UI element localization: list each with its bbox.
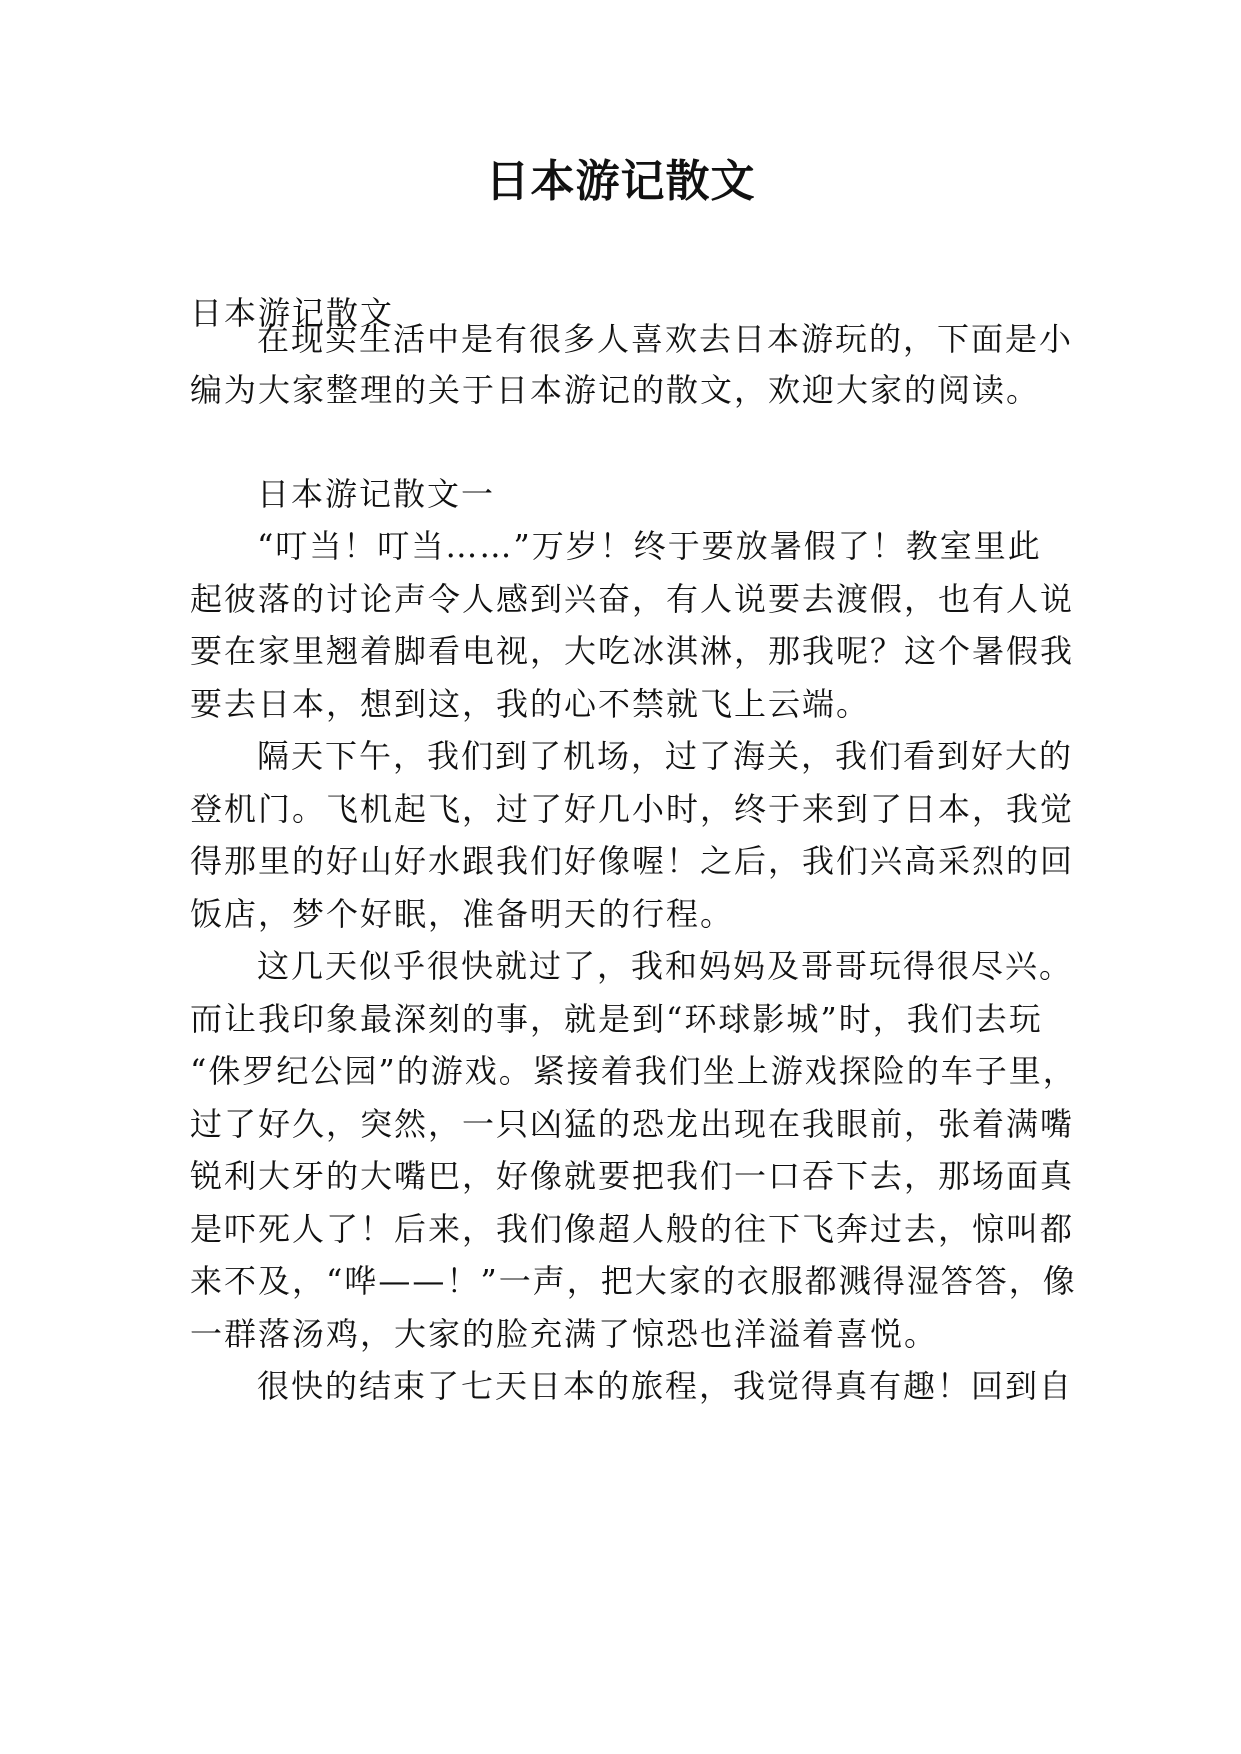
paragraph-line: 这几天似乎很快就过了，我和妈妈及哥哥玩得很尽兴。: [257, 947, 1074, 985]
paragraph-line: “侏罗纪公园”的游戏。紧接着我们坐上游戏探险的车子里，: [190, 1052, 1077, 1090]
section-heading: 日本游记散文一: [257, 475, 496, 513]
paragraph-line: 登机门。飞机起飞，过了好几小时，终于来到了日本，我觉: [190, 790, 1075, 828]
intro-line: 在现实生活中是有很多人喜欢去日本游玩的，下面是小: [257, 320, 1074, 358]
paragraph-line: 饭店，梦个好眠，准备明天的行程。: [190, 895, 735, 933]
paragraph-line: 一群落汤鸡，大家的脸充满了惊恐也洋溢着喜悦。: [190, 1315, 939, 1353]
paragraph-line: 隔天下午，我们到了机场，过了海关，我们看到好大的: [257, 737, 1074, 775]
paragraph-line: 很快的结束了七天日本的旅程，我觉得真有趣！回到自: [257, 1367, 1074, 1405]
paragraph-line: 起彼落的讨论声令人感到兴奋，有人说要去渡假，也有人说: [190, 580, 1075, 618]
paragraph-line: “叮当！叮当……”万岁！终于要放暑假了！教室里此: [257, 527, 1042, 565]
paragraph-line: 过了好久，突然，一只凶猛的恐龙出现在我眼前，张着满嘴: [190, 1105, 1075, 1143]
document-title: 日本游记散文: [485, 156, 756, 207]
paragraph-line: 是吓死人了！后来，我们像超人般的往下飞奔过去，惊叫都: [190, 1210, 1075, 1248]
paragraph-line: 得那里的好山好水跟我们好像喔！之后，我们兴高采烈的回: [190, 842, 1075, 880]
paragraph-line: 锐利大牙的大嘴巴，好像就要把我们一口吞下去，那场面真: [190, 1157, 1075, 1195]
paragraph-line: 要在家里翘着脚看电视，大吃冰淇淋，那我呢？这个暑假我: [190, 632, 1075, 670]
paragraph-line: 来不及，“哗——！”一声，把大家的衣服都溅得湿答答，像: [190, 1262, 1077, 1300]
document-subtitle: 日本游记散文: [190, 294, 395, 332]
paragraph-line: 要去日本，想到这，我的心不禁就飞上云端。: [190, 685, 871, 723]
paragraph-line: 而让我印象最深刻的事，就是到“环球影城”时，我们去玩: [190, 1000, 1043, 1038]
intro-line: 编为大家整理的关于日本游记的散文，欢迎大家的阅读。: [190, 371, 1041, 409]
